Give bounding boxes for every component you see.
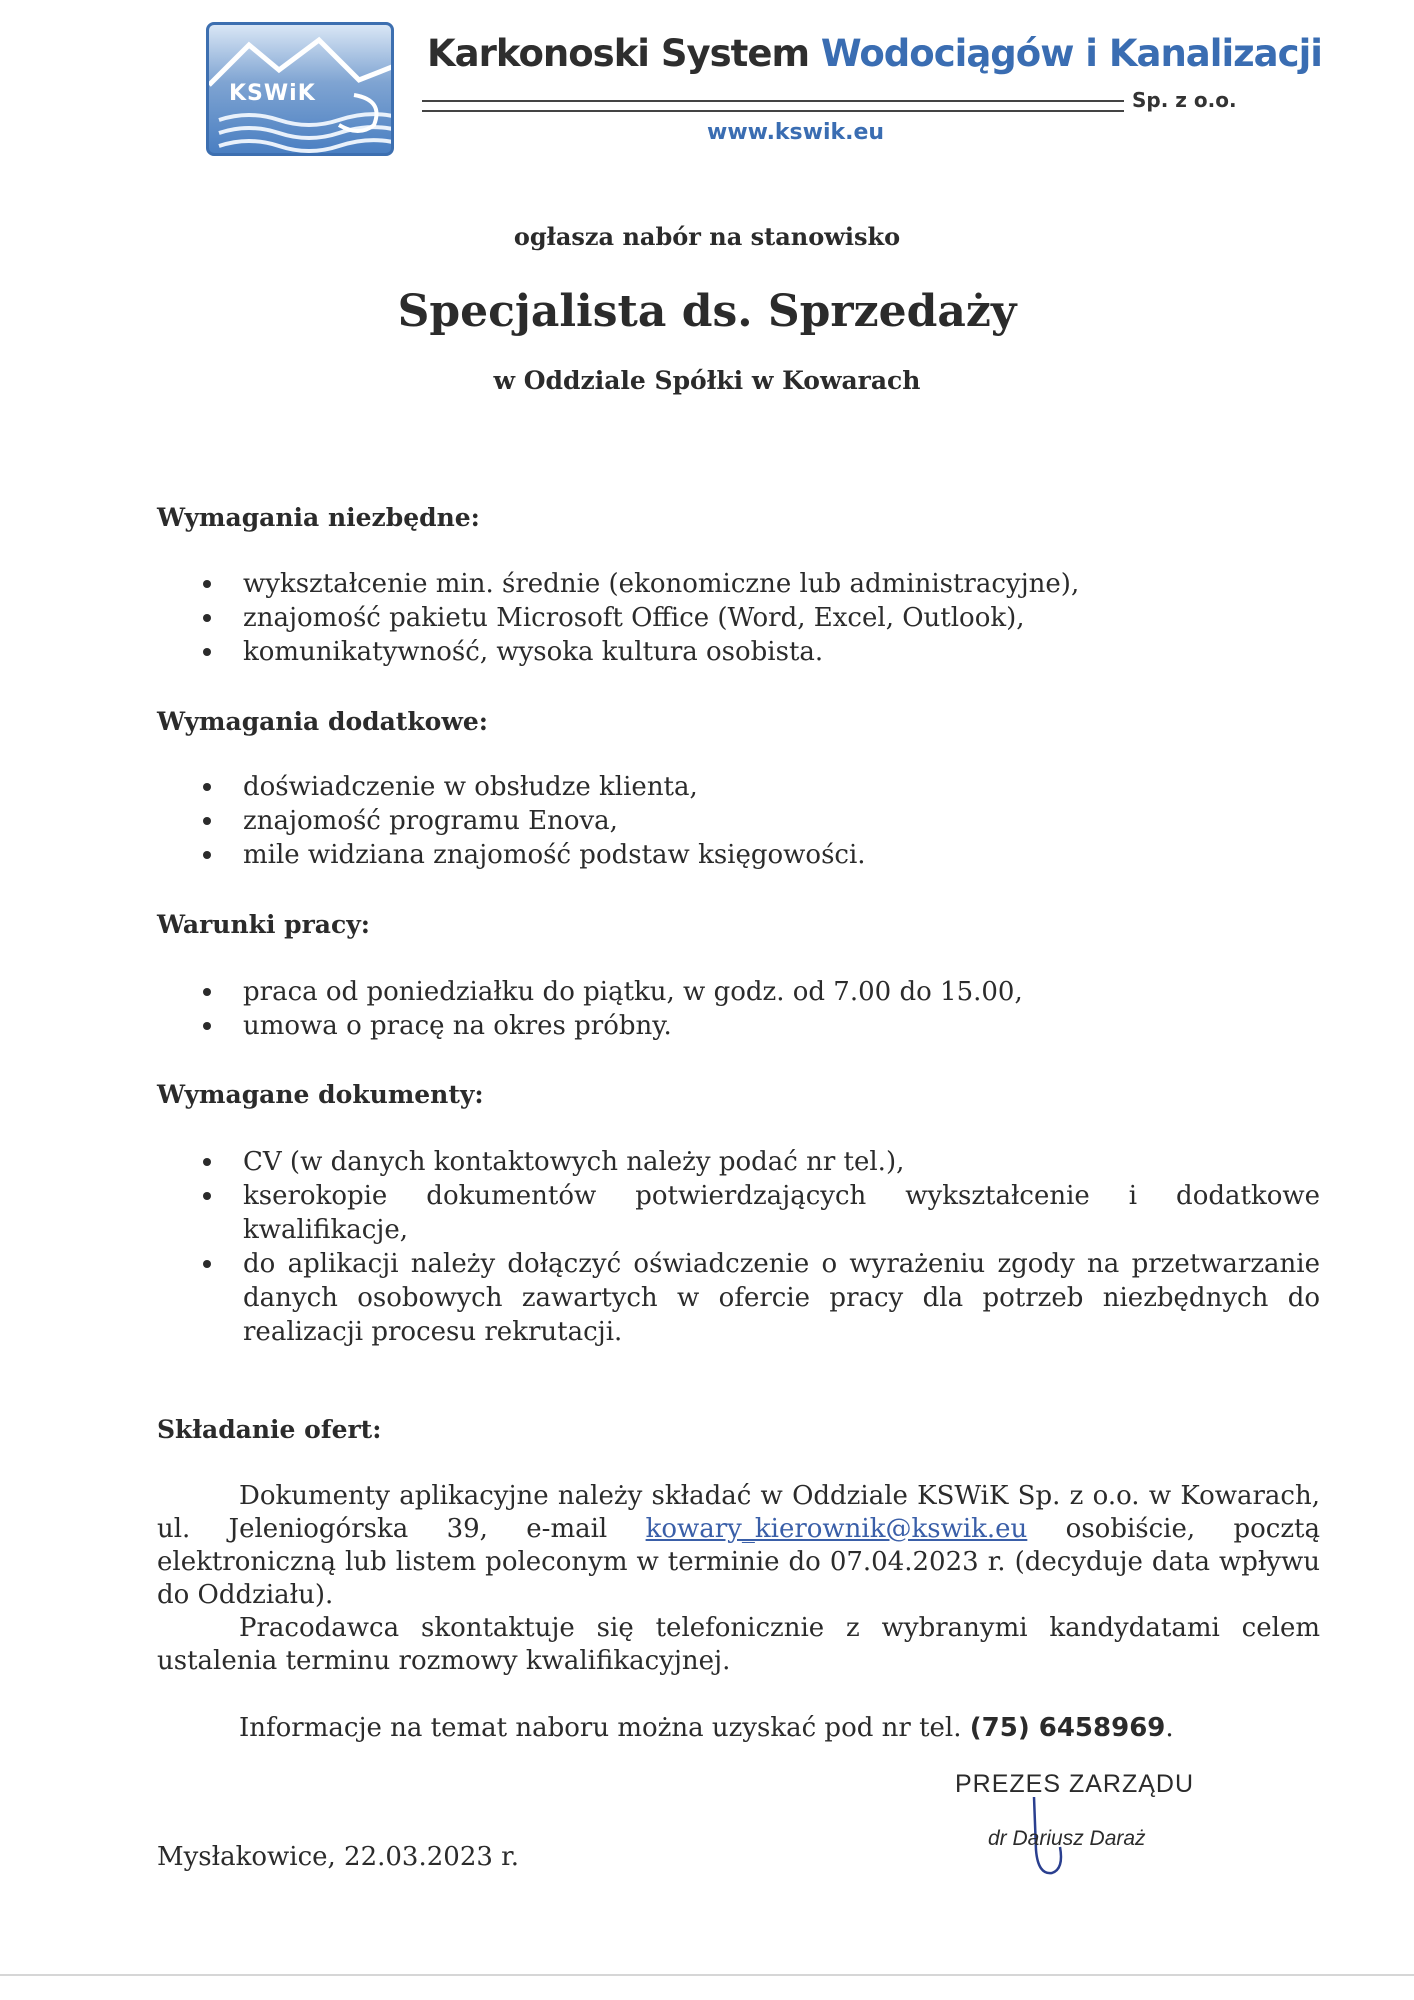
letterhead-rule xyxy=(422,100,1124,112)
signatory-title: PREZES ZARZĄDU xyxy=(955,1770,1195,1798)
announcement-text: ogłasza nabór na stanowisko xyxy=(513,222,901,251)
position-title: Specjalista ds. Sprzedaży xyxy=(397,286,1017,337)
list-item: umowa o pracę na okres próbny. xyxy=(157,1009,1320,1043)
company-name-part2: Wodociągów i Kanalizacji xyxy=(820,32,1322,75)
legal-form: Sp. z o.o. xyxy=(1132,88,1237,112)
conditions-list xyxy=(157,975,1320,1043)
section-heading-documents: Wymagane dokumenty: xyxy=(157,1080,484,1109)
list-item: do aplikacji należy dołączyć oświadczenie o wyrażeniu zgody na przetwarzanie danych osobowych zawartych w ofercie pracy dla potrzeb niezbędnych do realizacji procesu rekrutacji. xyxy=(157,1247,1320,1349)
submission-text-start: Dokumenty aplikacyjne należy składać w Oddziale KSWiK Sp. z o.o. w Kowarach, ul. Jeleniogórska 39, e-mail xyxy=(157,1481,1320,1544)
website-link[interactable]: www.kswik.eu xyxy=(707,120,885,145)
list-item: mile widziana znajomość podstaw księgowości. xyxy=(157,838,1320,872)
phone-number: (75) 6458969 xyxy=(969,1713,1166,1743)
list-item: znajomość pakietu Microsoft Office (Word, Excel, Outlook), xyxy=(157,601,1320,635)
list-item: praca od poniedziałku do piątku, w godz. od 7.00 do 15.00, xyxy=(157,975,1320,1009)
page-bottom-edge xyxy=(0,1974,1414,1976)
info-paragraph xyxy=(157,1712,1320,1745)
signatory-name: dr Dariusz Daraż xyxy=(988,1827,1146,1850)
required-list xyxy=(157,567,1320,669)
section-heading-required: Wymagania niezbędne: xyxy=(157,503,480,532)
email-link[interactable]: kowary_kierownik@kswik.eu xyxy=(645,1514,1028,1544)
place-date: Mysłakowice, 22.03.2023 r. xyxy=(157,1842,520,1872)
contact-paragraph xyxy=(157,1612,1320,1678)
list-item: wykształcenie min. średnie (ekonomiczne lub administracyjne), xyxy=(157,567,1320,601)
submission-paragraph xyxy=(157,1480,1320,1612)
company-name xyxy=(427,32,1322,75)
list-item: znajomość programu Enova, xyxy=(157,804,1320,838)
list-item: CV (w danych kontaktowych należy podać nr tel.), xyxy=(157,1145,1320,1179)
submission-text-end: osobiście, pocztą elektroniczną lub listem poleconym w terminie do 07.04.2023 r. (decyduje data wpływu do Oddziału). xyxy=(157,1514,1320,1610)
additional-list xyxy=(157,770,1320,872)
info-text: Informacje na temat naboru można uzyskać pod nr tel. xyxy=(239,1713,970,1743)
list-item: doświadczenie w obsłudze klienta, xyxy=(157,770,1320,804)
contact-text: Pracodawca skontaktuje się telefonicznie z wybranymi kandydatami celem ustalenia terminu rozmowy kwalifikacyjnej. xyxy=(157,1613,1320,1676)
logo-text: KSWiK xyxy=(229,81,316,106)
documents-list xyxy=(157,1145,1320,1349)
company-name-part1: Karkonoski System xyxy=(427,32,821,75)
info-end: . xyxy=(1165,1713,1174,1743)
company-logo xyxy=(206,22,394,156)
branch-text: w Oddziale Spółki w Kowarach xyxy=(493,366,921,395)
section-heading-additional: Wymagania dodatkowe: xyxy=(157,707,488,736)
list-item: komunikatywność, wysoka kultura osobista. xyxy=(157,635,1320,669)
section-heading-conditions: Warunki pracy: xyxy=(157,910,370,939)
section-heading-submission: Składanie ofert: xyxy=(157,1415,382,1444)
list-item: kserokopie dokumentów potwierdzających wykształcenie i dodatkowe kwalifikacje, xyxy=(157,1179,1320,1247)
